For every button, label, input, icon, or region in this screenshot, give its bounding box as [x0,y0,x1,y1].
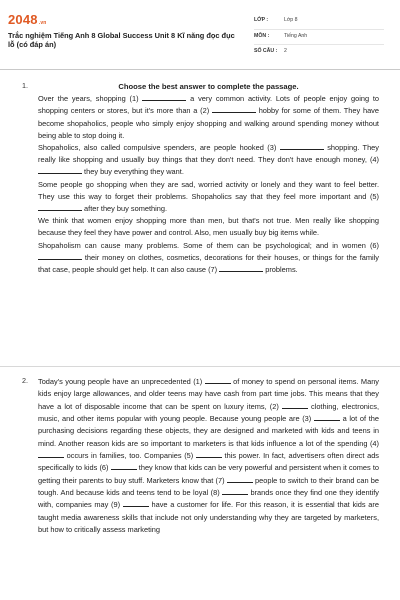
meta-panel [254,14,384,61]
logo-text: 2048 [8,12,38,27]
meta-row-subject [254,30,384,46]
passage-paragraph [38,376,379,536]
meta-key: MÔN : [254,32,270,39]
meta-value: 2 [284,48,287,54]
answer-blank [123,506,149,507]
answer-blank [212,112,256,113]
passage-text: they know that kids can be very powerful and persistent when it comes to getting their parents to buy stuff. Marketers know that (7) [38,463,379,485]
question-number: 1. [22,81,28,90]
meta-row-class [254,14,384,30]
answer-blank [205,383,231,384]
answer-blank [111,469,137,470]
passage-text: Some people go shopping when they are sad, worried activity or lonely and they want to feel better. They use this way to forget their problems. Shopaholics say that they feel more important and (5) [38,179,379,201]
document-title: Trắc nghiệm Tiếng Anh 8 Global Success Unit 8 Kĩ năng đọc đục lỗ (có đáp án) [8,31,235,50]
passage-text: Shopaholics, also called compulsive spenders, are people hooked (3) [38,143,280,153]
header-divider [0,69,400,70]
answer-blank [219,271,263,272]
answer-blank [38,457,64,458]
passage-text: clothing, electronics, music, and other items popular with young people. Because young people are (3) [38,401,379,424]
question-instruction: Choose the best answer to complete the passage. [118,82,299,91]
passage-text: their money on clothes, cosmetics, decorations for their houses, or things for the family that case, people should get help. It can also cause (7) [38,252,379,275]
answer-blank [280,149,324,150]
passage-text: hobby for some of them. They have become shopaholics, people who simply enjoy shopping and walking around spending money without being able to stop doing it. [38,106,379,140]
passage-text: have a customer for life. For this reason, it is essential that kids are taught media awareness skills that include not only understanding why they are targeted by marketers, but how to critically assess marketing [38,500,379,535]
answer-blank [314,420,340,421]
passage-text: they buy everything they want. [82,167,184,177]
site-logo[interactable] [8,12,47,27]
passage-text: Over the years, shopping (1) [38,94,143,104]
passage-text: a lot of the purchasing decisions regarding these objects, they are designed and marketed with kids and teens in mind. Another reason kids are so important to marketers is that kids influence a lot of the spending (4) [38,414,379,448]
passage-paragraph [38,240,379,277]
passage-paragraph [38,215,379,239]
answer-blank [227,482,253,483]
passage-paragraph [38,93,379,142]
passage-text: of money to spend on personal items. Many kids enjoy large allowances, and older teens may have cash from part time jobs. This means that they have a lot of disposable income that can be spent on luxury items, (2) [38,377,379,411]
answer-blank [38,210,82,211]
passage-text: Shopaholism can cause many problems. Some of them can be psychological; and in women (6) [38,240,379,250]
meta-value: Lớp 8 [284,17,298,23]
passage-paragraph [38,142,379,179]
passage-text: after they buy something. [82,204,168,214]
answer-blank [222,494,248,495]
passage-text: a very common activity. Lots of people enjoy going to shopping centers or stores, but it's more than a (2) [38,94,380,116]
passage-text: Today's young people have an unprecedented (1) [38,377,205,386]
meta-value: Tiếng Anh [284,32,308,39]
passage-text: We think that women enjoy shopping more than men, but that's not true. Men really like shopping because they feel they have power and control. Also, men usually buy big items while. [38,216,379,238]
question-number: 2. [22,376,28,385]
question-body [38,376,379,536]
answer-blank [38,259,82,260]
answer-blank [196,457,222,458]
passage-paragraph [38,179,379,216]
meta-row-count [254,45,384,61]
meta-key: LỚP : [254,17,269,23]
meta-key: SỐ CÂU : [254,48,278,54]
passage-text: problems. [263,265,298,275]
answer-blank [142,100,186,101]
answer-blank [282,408,308,409]
question-divider [0,366,400,367]
document-header [0,0,400,68]
answer-blank [38,173,82,174]
passage-text: people to switch to their brand can be tough. And because kids and teens tend to be loyal (8) [38,475,380,498]
passage-text: shopping. They really like shopping and usually buy things that they don't need. They don't have enough money, (4) [38,143,379,165]
passage-text: this power. In fact, advertisers often direct ads specifically to kids (6) [38,451,379,473]
question-body [38,81,379,276]
passage-text: brands once they find one they identify with, companies may (9) [38,488,380,510]
logo-suffix: .vn [38,20,47,26]
passage-text: occurs in families, too. Companies (5) [64,451,196,461]
